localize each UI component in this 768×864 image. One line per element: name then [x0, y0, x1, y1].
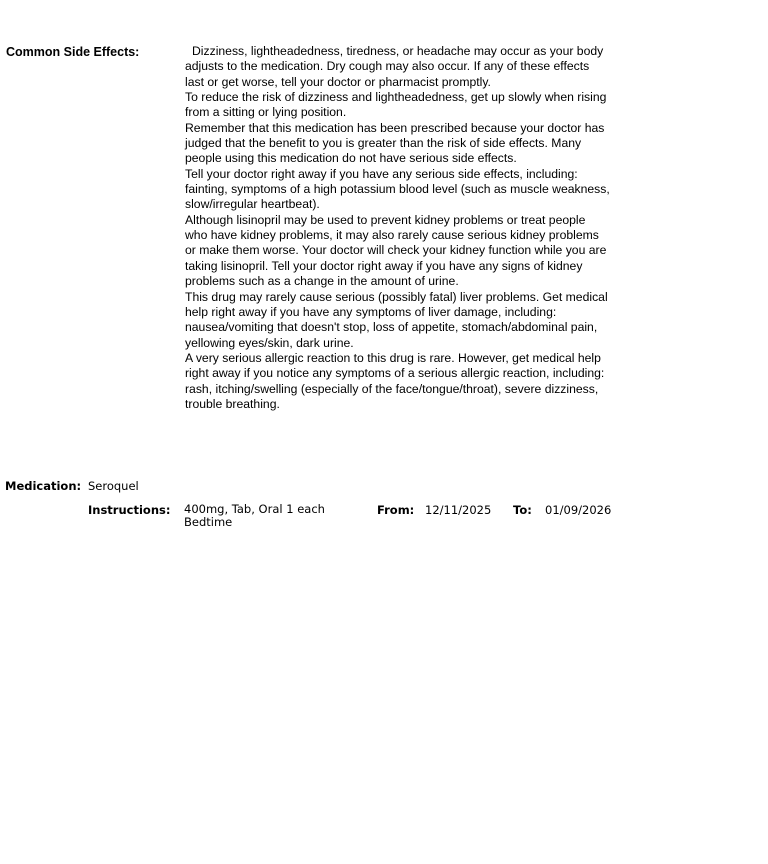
- to-label: To:: [513, 503, 532, 517]
- side-effects-paragraph: Tell your doctor right away if you have any serious side effects, including: fainting, symptoms of a high potassium blood level (such as muscle weakness, slow/irregular heartbeat).: [185, 166, 610, 212]
- to-date: 01/09/2026: [545, 503, 612, 517]
- side-effects-paragraph: Remember that this medication has been prescribed because your doctor has judged that the benefit to you is greater than the risk of side effects. Many people using this medication do not have serious side effects.: [185, 120, 605, 166]
- side-effects-paragraph: To reduce the risk of dizziness and lightheadedness, get up slowly when rising from a sitting or lying position.: [185, 90, 607, 120]
- side-effects-paragraph: This drug may rarely cause serious (possibly fatal) liver problems. Get medical help right away if you have any symptoms of liver damage, including: nausea/vomiting that doesn't stop, loss of appetite, stomach/abdominal pain, yellowing eyes/skin, dark urine.: [185, 289, 608, 350]
- side-effects-paragraph: A very serious allergic reaction to this drug is rare. However, get medical help right away if you notice any symptoms of a serious allergic reaction, including: rash, itching/swelling (especially of the face/tongue/throat), severe dizziness, trouble breathing.: [185, 350, 605, 411]
- medication-name: Seroquel: [88, 479, 139, 493]
- side-effects-paragraph: Dizziness, lightheadedness, tiredness, or headache may occur as your body adjusts to the medication. Dry cough may also occur. If any of these effects last or get worse, tell your doctor or pharmacist promptly.: [185, 44, 604, 89]
- side-effects-text: [185, 44, 610, 412]
- from-date: 12/11/2025: [425, 503, 492, 517]
- side-effects-label: Common Side Effects:: [6, 45, 140, 59]
- side-effects-paragraph: Although lisinopril may be used to prevent kidney problems or treat people who have kidney problems, it may also rarely cause serious kidney problems or make them worse. Your doctor will check your kidney function while you are taking lisinopril. Tell your doctor right away if you have any signs of kidney problems such as a change in the amount of urine.: [185, 212, 607, 289]
- instructions-value: 400mg, Tab, Oral 1 each Bedtime: [184, 502, 325, 529]
- instructions-label: Instructions:: [88, 503, 171, 517]
- from-label: From:: [377, 503, 415, 517]
- medication-label: Medication:: [5, 479, 82, 493]
